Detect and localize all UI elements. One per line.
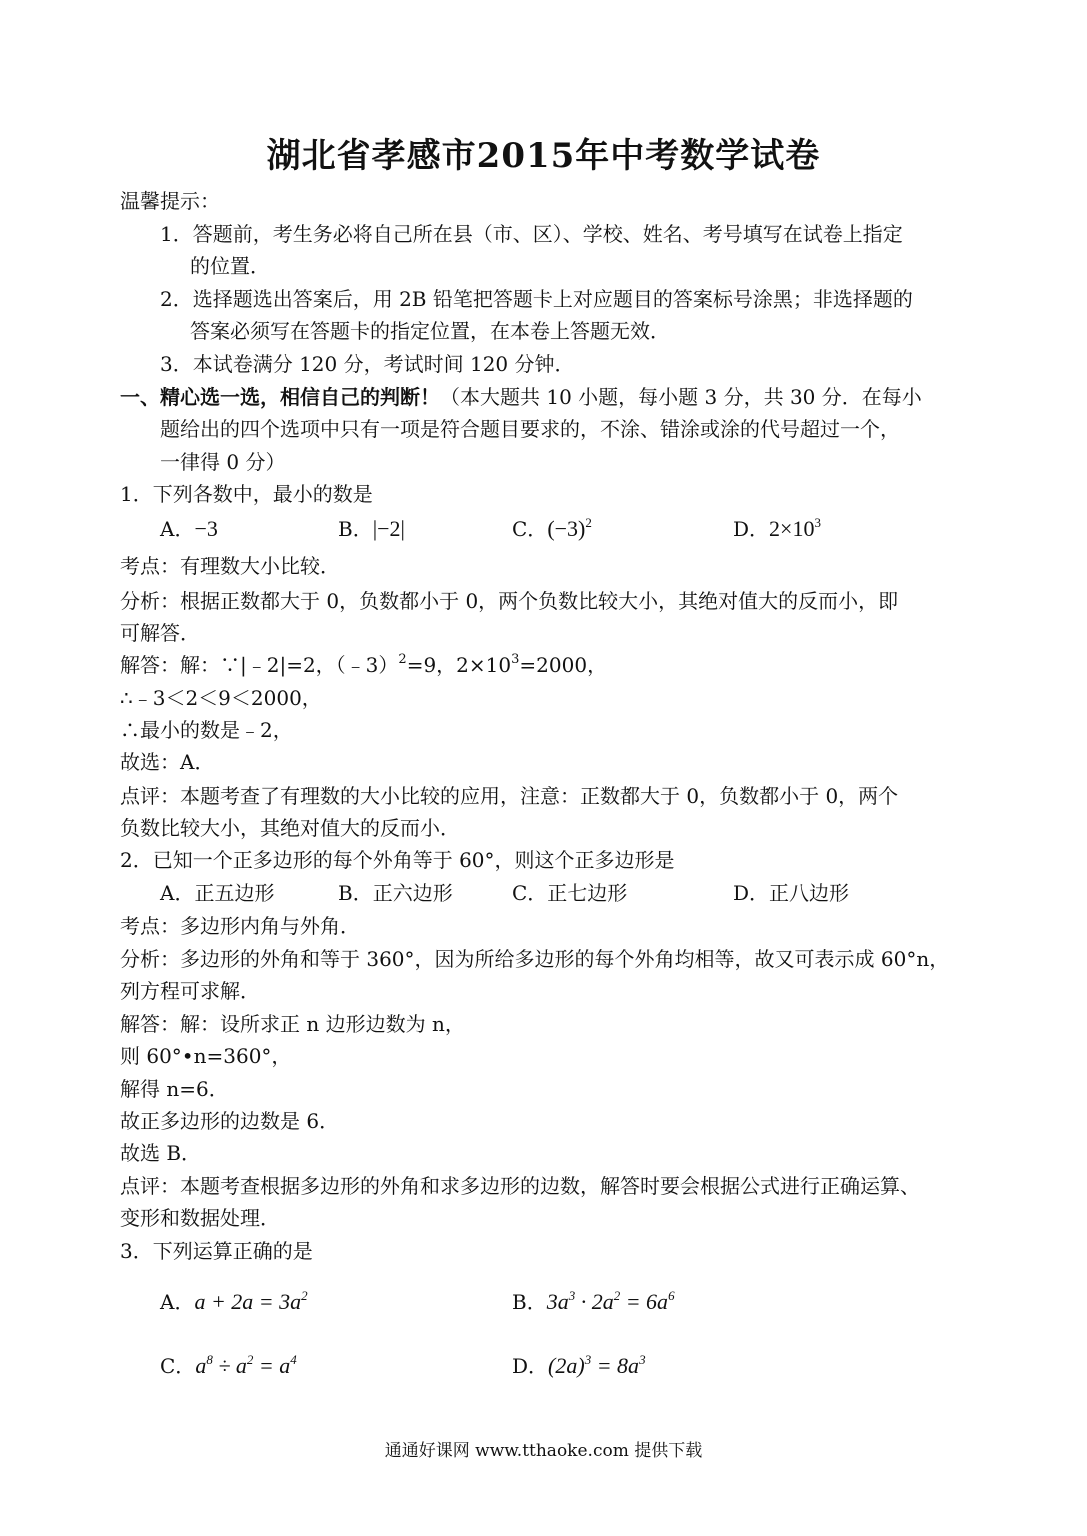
tip-item-2: 2．选择题选出答案后，用 2B 铅笔把答题卡上对应题目的答案标号涂黑；非选择题的	[160, 287, 913, 311]
q3-option-c-e2: 2	[246, 1352, 254, 1367]
q3-option-d-e2: 3	[639, 1352, 646, 1367]
tip-item-1-cont: 的位置．	[190, 254, 270, 278]
section-heading-line2: 题给出的四个选项中只有一项是符合题目要求的，不涂、错涂或涂的代号超过一个，	[160, 417, 900, 441]
q2-fenxi: 分析：多边形的外角和等于 360°，因为所给多边形的每个外角均相等，故又可表示成 60°n，	[120, 947, 950, 971]
q3-option-a-label: A．	[160, 1290, 195, 1314]
section-heading-line3: 一律得 0 分）	[160, 450, 286, 474]
q3-option-c-p3: = a	[253, 1353, 291, 1378]
q2-kaodian: 考点：多边形内角与外角．	[120, 914, 360, 938]
q2-option-c: C．正七边形	[512, 881, 628, 905]
page-title: 湖北省孝感市2015年中考数学试卷	[266, 136, 821, 176]
q1-jieda	[120, 649, 607, 681]
tips-heading: 温馨提示：	[120, 189, 220, 213]
q1-step-3: 故选：A．	[120, 750, 215, 774]
section-heading-rest: （本大题共 10 小题，每小题 3 分，共 30 分．在每小	[440, 385, 922, 409]
q2-stem: 2．已知一个正多边形的每个外角等于 60°，则这个正多边形是	[120, 848, 675, 872]
q3-option-b-p3: = 6a	[620, 1289, 669, 1314]
q1-option-b-value: |−2|	[372, 516, 405, 541]
q1-fenxi-cont: 可解答．	[120, 621, 200, 645]
q3-option-b	[512, 1286, 675, 1318]
q1-option-c-base: (−3)	[547, 516, 586, 541]
q3-option-c-p1: a	[195, 1353, 207, 1378]
q1-step-2: ∴最小的数是﹣2，	[120, 718, 293, 742]
q1-jieda-exp2: 3	[511, 652, 520, 667]
q1-option-b	[338, 513, 405, 545]
q3-option-b-p1: 3a	[546, 1289, 569, 1314]
q1-jieda-mid: =9，2×10	[406, 653, 512, 677]
q1-dianping-cont: 负数比较大小，其绝对值大的反而小．	[120, 816, 460, 840]
q1-option-a-label: A．	[160, 517, 195, 541]
q1-option-d	[733, 513, 821, 545]
q1-option-a	[160, 513, 218, 545]
q3-option-d	[512, 1350, 646, 1382]
q1-jieda-post: =2000，	[519, 653, 608, 677]
q2-dianping: 点评：本题考查根据多边形的外角和求多边形的边数，解答时要会根据公式进行正确运算、	[120, 1174, 920, 1198]
q3-option-c	[160, 1350, 297, 1382]
q1-kaodian: 考点：有理数大小比较．	[120, 554, 340, 578]
q1-option-d-base: 2×10	[769, 516, 815, 541]
q3-option-d-label: D．	[512, 1354, 549, 1378]
q3-option-c-e1: 8	[206, 1352, 213, 1367]
q3-option-a-expr: a + 2a = 3a	[194, 1289, 302, 1314]
q1-option-c-label: C．	[512, 517, 548, 541]
q2-step-4: 故选 B．	[120, 1141, 202, 1165]
tip-item-2-cont: 答案必须写在答题卡的指定位置，在本卷上答题无效．	[190, 319, 670, 343]
q3-option-b-e1: 3	[568, 1288, 576, 1303]
q2-fenxi-cont: 列方程可求解．	[120, 979, 260, 1003]
q3-option-d-p2: = 8a	[591, 1353, 640, 1378]
q1-option-a-value: −3	[194, 516, 218, 541]
q3-option-a	[160, 1286, 308, 1318]
q2-option-a: A．正五边形	[160, 881, 275, 905]
tip-item-1: 1．答题前，考生务必将自己所在县（市、区）、学校、姓名、考号填写在试卷上指定	[160, 222, 903, 246]
q2-step-1: 则 60°•n=360°，	[120, 1044, 292, 1068]
q3-option-c-e3: 4	[290, 1352, 297, 1367]
q1-step-1: ∴﹣3＜2＜9＜2000，	[120, 686, 322, 710]
q3-option-b-p2: · 2a	[575, 1289, 614, 1314]
q2-dianping-cont: 变形和数据处理．	[120, 1206, 280, 1230]
q3-option-d-p1: (2a)	[548, 1353, 585, 1378]
q1-option-c-exp: 2	[585, 515, 592, 530]
q3-option-b-e2: 2	[613, 1288, 621, 1303]
q1-fenxi: 分析：根据正数都大于 0，负数都小于 0，两个负数比较大小，其绝对值大的反而小，即	[120, 589, 899, 613]
q3-option-a-exp: 2	[301, 1288, 308, 1303]
page-footer: 通通好课网 www.tthaoke.com 提供下载	[384, 1441, 703, 1461]
q1-option-c	[512, 513, 592, 545]
tip-item-3: 3．本试卷满分 120 分，考试时间 120 分钟．	[160, 352, 575, 376]
q1-stem: 1．下列各数中，最小的数是	[120, 482, 373, 506]
q1-option-b-label: B．	[338, 517, 373, 541]
section-heading-bold: 一、精心选一选，相信自己的判断！	[120, 385, 440, 409]
q3-option-b-label: B．	[512, 1290, 547, 1314]
q1-option-d-label: D．	[733, 517, 770, 541]
q2-option-b: B．正六边形	[338, 881, 453, 905]
q3-option-c-label: C．	[160, 1354, 196, 1378]
q3-option-d-e1: 3	[584, 1352, 592, 1367]
q3-stem: 3．下列运算正确的是	[120, 1239, 313, 1263]
q2-step-2: 解得 n=6．	[120, 1077, 229, 1101]
q3-option-c-p2: ÷ a	[212, 1353, 247, 1378]
q3-option-b-e3: 6	[668, 1288, 675, 1303]
q1-jieda-exp1: 2	[398, 652, 407, 667]
q2-step-3: 故正多边形的边数是 6．	[120, 1109, 340, 1133]
q2-option-d: D．正八边形	[733, 881, 850, 905]
q1-jieda-pre: 解答：解：∵|﹣2|=2，（﹣3）	[120, 653, 399, 677]
q2-jieda: 解答：解：设所求正 n 边形边数为 n，	[120, 1012, 465, 1036]
section-heading	[120, 381, 922, 413]
q1-dianping: 点评：本题考查了有理数的大小比较的应用，注意：正数都大于 0，负数都小于 0，两个	[120, 784, 899, 808]
q1-option-d-exp: 3	[814, 515, 821, 530]
